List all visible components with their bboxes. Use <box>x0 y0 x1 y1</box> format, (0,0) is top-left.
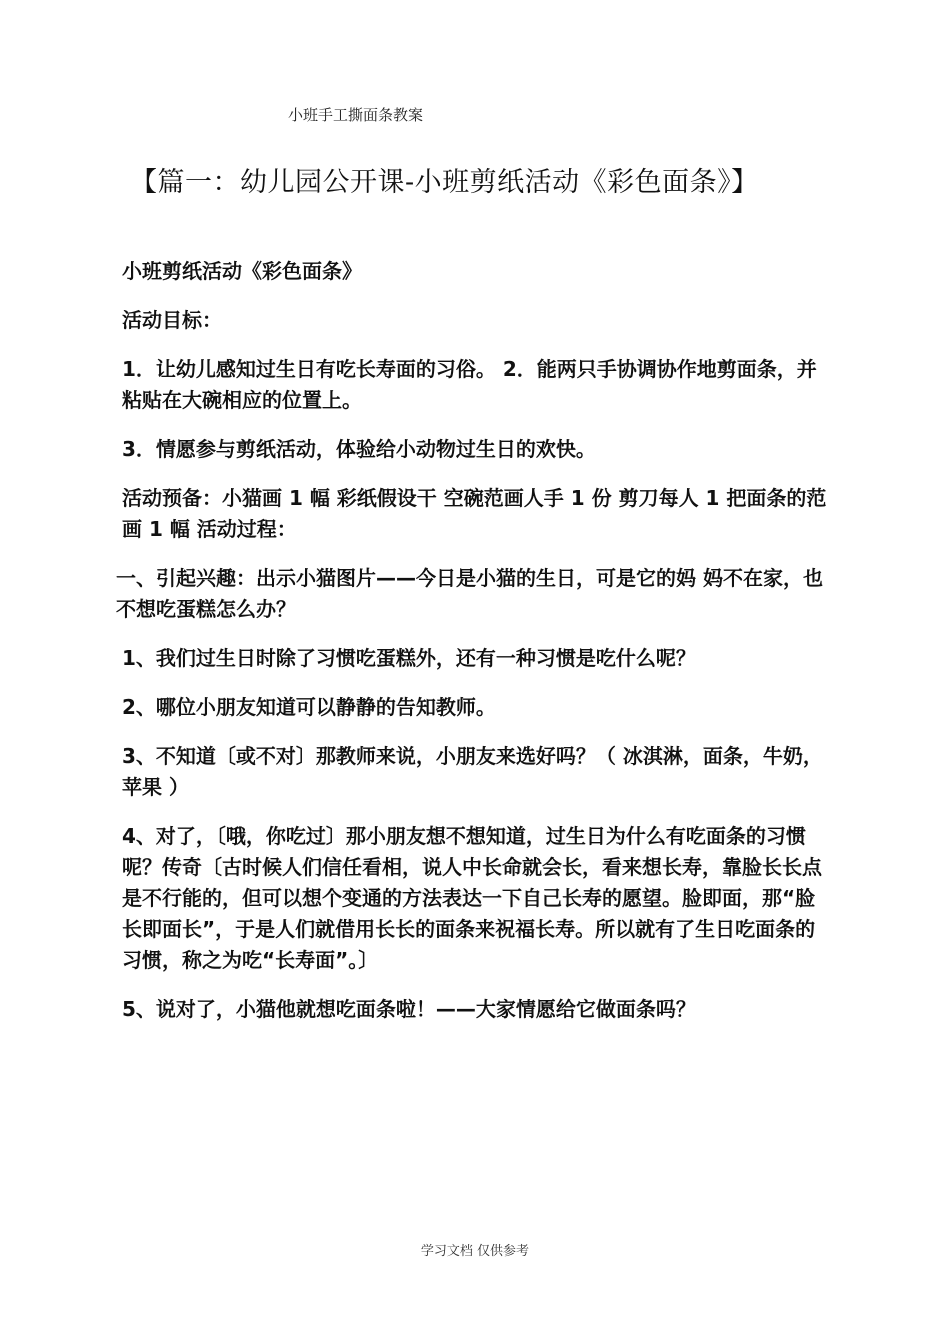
page-footer: 学习文档 仅供参考 <box>420 1244 530 1259</box>
process-item-5: 5、说对了，小猫他就想吃面条啦！——大家情愿给它做面条吗？ <box>122 997 696 1021</box>
process-item-1: 1、我们过生日时除了习惯吃蛋糕外，还有一种习惯是吃什么呢？ <box>122 646 696 670</box>
preparation-paragraph: 活动预备：小猫画 1 幅 彩纸假设干 空碗范画人手 1 份 剪刀每人 1 把面条的范画 1 幅 活动过程： <box>122 486 827 541</box>
process-step-intro: 一、引起兴趣：出示小猫图片——今日是小猫的生日，可是它的妈 妈不在家，也不想吃蛋糕怎么办？ <box>116 566 823 621</box>
objective-3: 3．情愿参与剪纸活动，体验给小动物过生日的欢快。 <box>122 437 596 461</box>
document-title: 【篇一：幼儿园公开课-小班剪纸活动《彩色面条》】 <box>130 167 759 198</box>
process-item-2: 2、哪位小朋友知道可以静静的告知教师。 <box>122 695 496 719</box>
document-body <box>116 256 831 1043</box>
running-header: 小班手工撕面条教案 <box>288 106 424 124</box>
objective-1-2: 1．让幼儿感知过生日有吃长寿面的习俗。 2．能两只手协调协作地剪面条，并粘贴在大碗相应的位置上。 <box>122 357 817 412</box>
process-item-4: 4、对了，〔哦，你吃过〕那小朋友想不想知道，过生日为什么有吃面条的习惯呢？传奇〔古时候人们信任看相，说人中长命就会长，看来想长寿，靠脸长长点是不行能的，但可以想个变通的方法表达一下自己长寿的愿望。脸即面，那“脸长即面长”，于是人们就借用长长的面条来祝福长寿。所以就有了生日吃面条的习惯，称之为吃“长寿面”。〕 <box>122 824 822 972</box>
section-heading: 小班剪纸活动《彩色面条》 <box>122 259 362 283</box>
process-item-3: 3、不知道〔或不对〕那教师来说，小朋友来选好吗？（ 冰淇淋，面条，牛奶，苹果 ） <box>122 744 823 799</box>
objectives-label: 活动目标： <box>122 308 222 332</box>
